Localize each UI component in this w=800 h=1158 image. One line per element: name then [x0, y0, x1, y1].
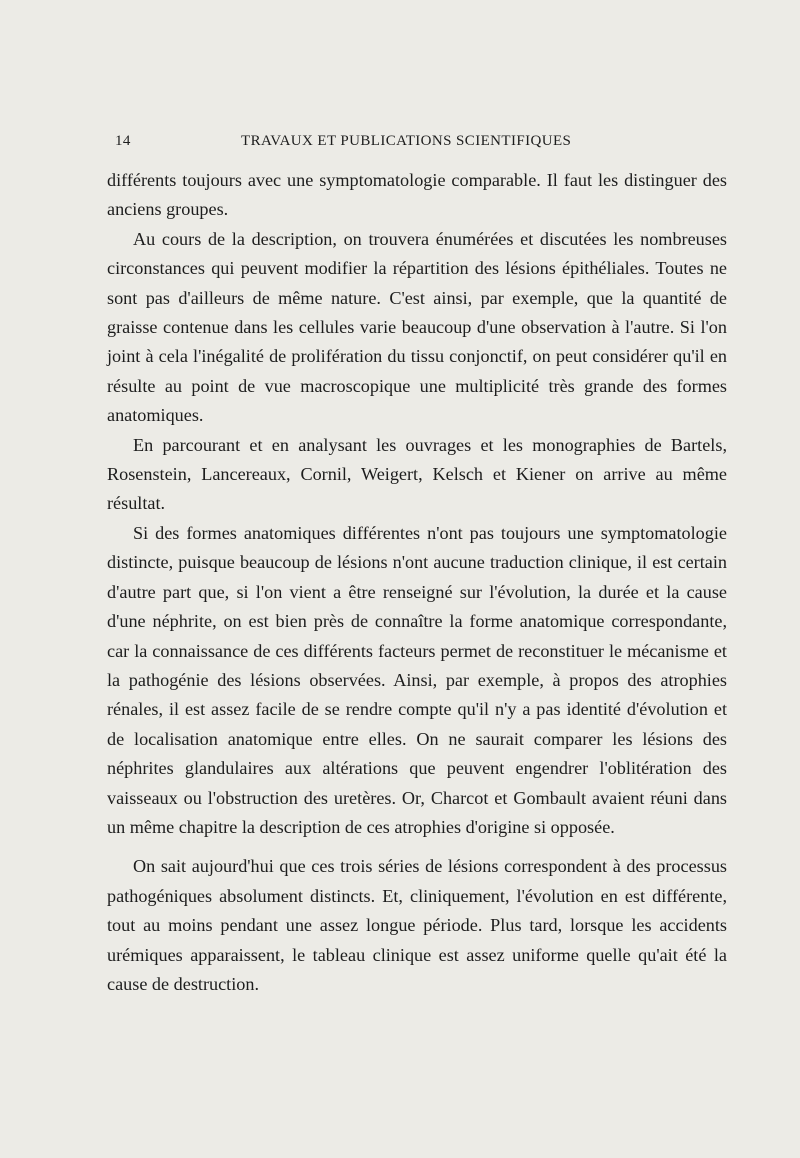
paragraph: Au cours de la description, on trouvera énumérées et discutées les nombreuses circonstances qui peuvent modifier la répartition des lésions épithéliales. Toutes ne sont pas d'ailleurs de même nature. C'est ainsi, par exemple, que la quantité de graisse contenue dans les cellules varie beaucoup d'une observation à l'autre. Si l'on joint à cela l'inégalité de prolifération du tissu conjonctif, on peut considérer qu'il en résulte au point de vue macroscopique une multiplicité très grande des formes anatomiques. — [107, 228, 727, 426]
paragraph: On sait aujourd'hui que ces trois séries de lésions correspondent à des processus pathogéniques absolument distincts. Et, cliniquement, l'évolution en est différente, tout au moins pendant une assez longue période. Plus tard, lorsque les accidents urémiques apparaissent, le tableau clinique est assez uniforme quelle qu'ait été la cause de destruction. — [107, 856, 727, 994]
running-head — [115, 133, 723, 155]
page-number: 14 — [115, 133, 131, 149]
running-title: TRAVAUX ET PUBLICATIONS SCIENTIFIQUES — [241, 133, 572, 149]
paragraph: En parcourant et en analysant les ouvrages et les monographies de Bartels, Rosenstein, Lancereaux, Cornil, Weigert, Kelsch et Kiener on arrive au même résultat. — [107, 434, 727, 514]
paragraph: différents toujours avec une symptomatologie comparable. Il faut les distinguer des anciens groupes. — [107, 170, 727, 220]
paragraph: Si des formes anatomiques différentes n'ont pas toujours une symptomatologie distincte, puisque beaucoup de lésions n'ont aucune traduction clinique, il est certain d'autre part que, si l'on vient a être renseigné sur l'évolution, la durée et la cause d'une néphrite, on est bien près de connaître la forme anatomique correspondante, car la connaissance de ces différents facteurs permet de reconstituer le mécanisme et la pathogénie des lésions observées. Ainsi, par exemple, à propos des atrophies rénales, il est assez facile de se rendre compte qu'il n'y a pas identité d'évolution et de localisation anatomique entre elles. On ne saurait comparer les lésions des néphrites glandulaires aux altérations que peuvent engendrer l'oblitération des vaisseaux ou l'obstruction des uretères. Or, Charcot et Gombault avaient réuni dans un même chapitre la description de ces atrophies d'origine si opposée. — [107, 522, 727, 837]
body-text — [107, 166, 727, 999]
